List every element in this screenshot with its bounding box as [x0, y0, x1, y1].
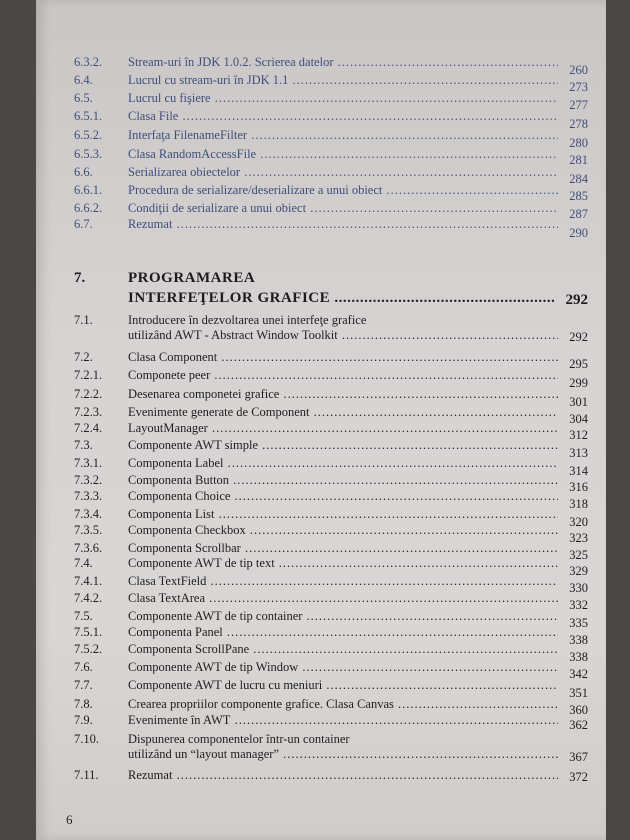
entry-number: 7.9. [74, 713, 93, 727]
table-of-contents [36, 0, 606, 840]
entry-number: 7.3.4. [74, 507, 103, 521]
entry-title: Clasa RandomAccessFile ..... [128, 146, 558, 162]
entry-number: 7.7. [74, 678, 93, 692]
toc-entry [74, 455, 588, 478]
entry-number: 7.4. [74, 556, 93, 570]
entry-number: 6.7. [74, 217, 93, 231]
entry-title-line-2: utilizând un “layout manager” ..... [128, 747, 558, 762]
entry-title: Componenta Choice ..... [128, 488, 558, 504]
entry-number: 7.3.2. [74, 473, 103, 487]
entry-page: 281 [569, 153, 588, 167]
entry-page: 325 [569, 548, 588, 562]
entry-number: 6.6.2. [74, 201, 103, 215]
entry-page: 342 [569, 667, 588, 681]
toc-entry [74, 127, 588, 150]
entry-page: 316 [569, 480, 588, 494]
entry-title: Componente AWT de tip container ..... [128, 608, 558, 624]
toc-entry [74, 522, 588, 545]
entry-title: Clasa Component ..... [128, 349, 558, 365]
entry-title: Clasa File ..... [128, 108, 558, 124]
entry-title: Componenta Panel ..... [128, 624, 558, 640]
toc-entry [74, 555, 588, 578]
toc-entry [74, 659, 588, 681]
entry-page: 299 [569, 376, 588, 390]
entry-number: 7.11. [74, 768, 99, 782]
toc-entry [74, 108, 588, 131]
entry-title: Rezumat ..... [128, 216, 558, 232]
entry-title-line-1: Dispunerea componentelor într-un container [128, 732, 350, 746]
entry-page: 332 [569, 598, 588, 612]
toc-entry [74, 732, 588, 766]
entry-page: 287 [569, 207, 588, 221]
entry-title: LayoutManager ..... [128, 420, 558, 436]
entry-title: Componente AWT simple ..... [128, 437, 558, 453]
entry-title: Componente AWT de lucru cu meniuri ..... [128, 677, 558, 693]
chapter-page: 292 [565, 292, 588, 308]
toc-entry [74, 677, 588, 700]
chapter-title-line-1: PROGRAMAREA [128, 270, 256, 286]
entry-number: 7.4.1. [74, 574, 103, 588]
entry-page: 273 [569, 80, 588, 94]
entry-number: 7.2. [74, 350, 93, 364]
entry-page: 280 [569, 136, 588, 150]
toc-entry [74, 146, 588, 167]
entry-number: 7.5.2. [74, 642, 103, 656]
entry-number: 6.4. [74, 73, 93, 87]
toc-entry [74, 506, 588, 529]
entry-page: 323 [569, 531, 588, 545]
entry-number: 7.2.3. [74, 405, 103, 419]
toc-entry [74, 349, 588, 371]
entry-page: 312 [569, 428, 588, 442]
toc-entry [74, 590, 588, 612]
entry-number: 7.3.3. [74, 489, 103, 503]
entry-title: Stream-uri în JDK 1.0.2. Scrierea datelor ..... [128, 54, 558, 70]
entry-page: 278 [569, 117, 588, 131]
entry-page: 292 [569, 330, 588, 344]
entry-page: 284 [569, 172, 588, 186]
toc-entry [74, 696, 588, 717]
entry-page: 318 [569, 497, 588, 511]
chapter-title-line-2: INTERFEŢELOR GRAFICE ..... [128, 290, 554, 307]
toc-entry [74, 472, 588, 494]
entry-title: Serializarea obiectelor ..... [128, 164, 558, 180]
entry-page: 362 [569, 718, 588, 732]
entry-page: 367 [569, 750, 588, 764]
entry-number: 6.6.1. [74, 183, 103, 197]
chapter-number: 7. [74, 270, 86, 286]
toc-entry [74, 72, 588, 94]
entry-title: Evenimente generate de Component ..... [128, 404, 558, 420]
entry-title: Procedura de serializare/deserializare a unui obiect ..... [128, 182, 558, 198]
entry-page: 338 [569, 650, 588, 664]
toc-entry [74, 608, 588, 630]
entry-title: Interfaţa FilenameFilter ..... [128, 127, 558, 143]
entry-number: 7.3.1. [74, 456, 103, 470]
entry-page: 320 [569, 515, 588, 529]
toc-entry [74, 624, 588, 647]
toc-entry [74, 367, 588, 390]
entry-number: 6.5.3. [74, 147, 103, 161]
toc-entry [74, 573, 588, 595]
toc-entry [74, 420, 588, 442]
toc-entry [74, 767, 588, 783]
entry-number: 7.2.4. [74, 421, 103, 435]
entry-number: 7.1. [74, 313, 93, 327]
toc-entry [74, 182, 588, 203]
entry-page: 338 [569, 633, 588, 647]
toc-entry [74, 712, 588, 732]
entry-page: 335 [569, 616, 588, 630]
toc-entry [74, 540, 588, 562]
entry-title: Crearea propriilor componente grafice. Clasa Canvas ..... [128, 696, 558, 712]
entry-number: 6.5.2. [74, 128, 103, 142]
entry-page: 330 [569, 581, 588, 595]
toc-entry [74, 313, 588, 347]
toc-entry [74, 488, 588, 511]
entry-page: 351 [569, 686, 588, 700]
entry-number: 7.4.2. [74, 591, 103, 605]
entry-page: 304 [569, 412, 588, 426]
entry-title: Lucrul cu stream-uri în JDK 1.1 ..... [128, 72, 558, 88]
entry-title-line-2: utilizând AWT - Abstract Window Toolkit ..... [128, 328, 558, 343]
entry-page: 372 [569, 770, 588, 784]
entry-page: 260 [569, 63, 588, 77]
entry-title: Componenta Button ..... [128, 472, 558, 488]
entry-number: 7.2.1. [74, 368, 103, 382]
entry-title: Componete peer ..... [128, 367, 558, 383]
entry-title-line-1: Introducere în dezvoltarea unei interfeţe grafice [128, 313, 367, 327]
entry-number: 7.10. [74, 732, 99, 746]
entry-title: Componenta ScrollPane ..... [128, 641, 558, 657]
entry-page: 329 [569, 564, 588, 578]
toc-entry [74, 386, 588, 409]
entry-number: 7.3. [74, 438, 93, 452]
entry-title: Componente AWT de tip text ..... [128, 555, 558, 571]
toc-entry [74, 641, 588, 664]
entry-page: 360 [569, 703, 588, 717]
entry-title: Lucrul cu fişiere ..... [128, 90, 558, 106]
entry-title: Rezumat ..... [128, 767, 558, 783]
entry-title: Componenta Label ..... [128, 455, 558, 471]
entry-number: 6.5.1. [74, 109, 103, 123]
entry-number: 7.8. [74, 697, 93, 711]
entry-number: 7.5. [74, 609, 93, 623]
entry-number: 6.5. [74, 91, 93, 105]
entry-number: 7.2.2. [74, 387, 103, 401]
chapter-heading [74, 270, 588, 312]
entry-page: 301 [569, 395, 588, 409]
entry-page: 277 [569, 98, 588, 112]
entry-number: 6.6. [74, 165, 93, 179]
entry-title: Componente AWT de tip Window ..... [128, 659, 558, 675]
entry-number: 7.3.5. [74, 523, 103, 537]
entry-title: Clasa TextArea ..... [128, 590, 558, 606]
entry-title: Componenta Checkbox ..... [128, 522, 558, 538]
entry-title: Evenimente în AWT ..... [128, 712, 558, 728]
entry-page: 295 [569, 357, 588, 371]
entry-page: 290 [569, 226, 588, 240]
entry-title: Componenta List ..... [128, 506, 558, 522]
entry-number: 6.3.2. [74, 55, 103, 69]
entry-number: 7.6. [74, 660, 93, 674]
toc-entry [74, 200, 588, 221]
toc-entry [74, 164, 588, 186]
toc-entry [74, 437, 588, 460]
book-page [36, 0, 606, 840]
toc-entry [74, 90, 588, 112]
entry-page: 314 [569, 464, 588, 478]
entry-title: Desenarea componetei grafice ..... [128, 386, 558, 402]
entry-number: 7.5.1. [74, 625, 103, 639]
entry-page: 313 [569, 446, 588, 460]
toc-entry [74, 216, 588, 240]
entry-title: Componenta Scrollbar ..... [128, 540, 558, 556]
entry-title: Condiţii de serializare a unui obiect ..... [128, 200, 558, 216]
entry-page: 285 [569, 189, 588, 203]
entry-title: Clasa TextField ..... [128, 573, 558, 589]
entry-number: 7.3.6. [74, 541, 103, 555]
toc-entry [74, 404, 588, 426]
toc-entry [74, 54, 588, 77]
page-number: 6 [66, 812, 73, 827]
